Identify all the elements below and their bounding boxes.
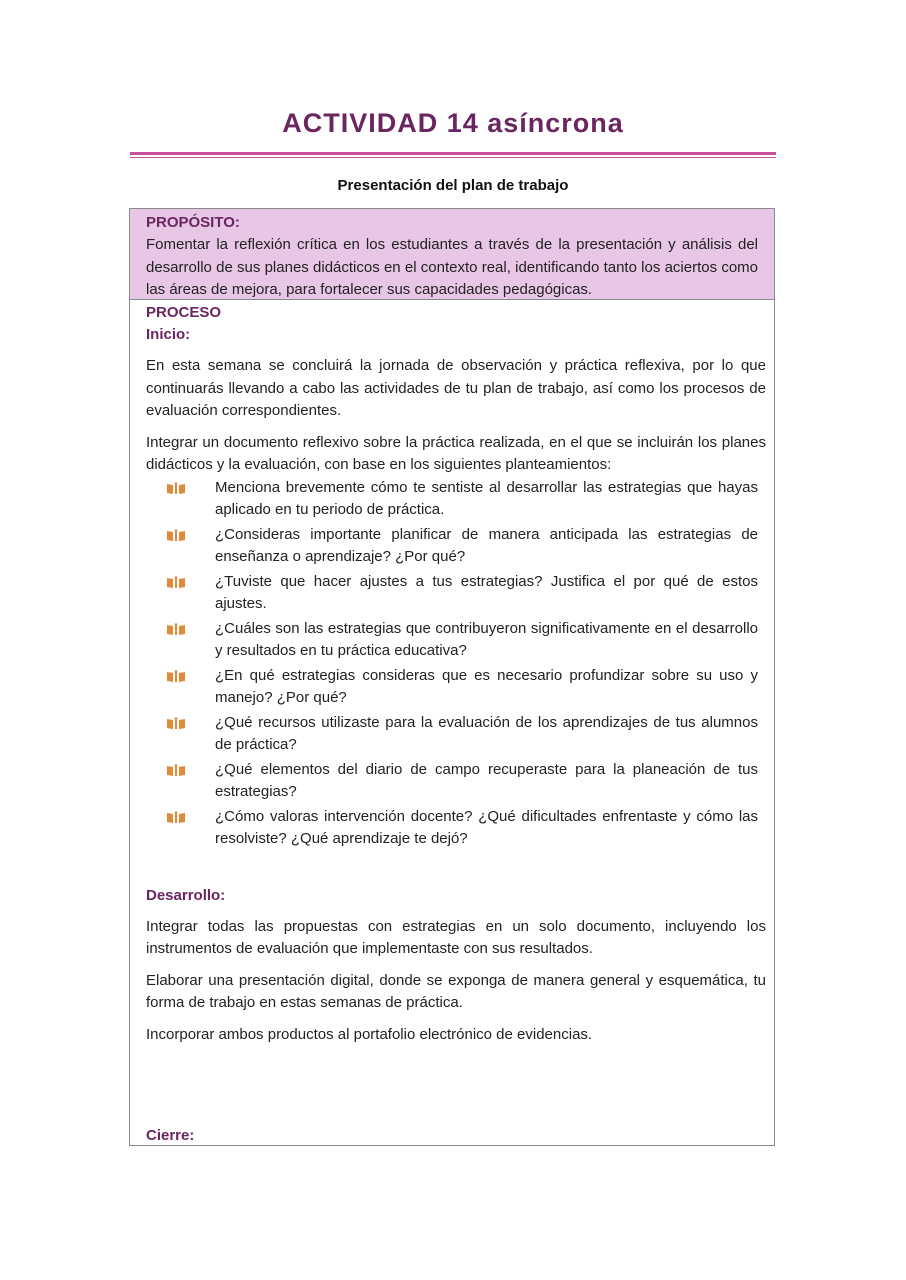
book-reading-icon	[166, 480, 186, 493]
activity-table	[129, 208, 775, 1146]
book-reading-icon	[166, 668, 186, 681]
list-item	[146, 665, 766, 710]
page-subtitle: Presentación del plan de trabajo	[337, 177, 569, 194]
inicio-label: Inicio:	[146, 326, 191, 343]
desarrollo-paragraph-1: Integrar todas las propuestas con estrategias en un solo documento, incluyendo los instrumentos de evaluación que implementaste con sus resultados.	[146, 917, 766, 957]
inicio-paragraph-2: Integrar un documento reflexivo sobre la práctica realizada, en el que se incluirán los planes didácticos y la evaluación, con base en los siguientes planteamientos:	[146, 433, 766, 473]
desarrollo-paragraph-3: Incorporar ambos productos al portafolio electrónico de evidencias.	[146, 1025, 593, 1043]
cierre-label: Cierre:	[146, 1127, 195, 1144]
page-title: ACTIVIDAD 14 asíncrona	[282, 108, 624, 138]
process-label: PROCESO	[146, 304, 222, 321]
desarrollo-paragraph-2: Elaborar una presentación digital, donde se exponga de manera general y esquemática, tu forma de trabajo en estas semanas de práctica.	[146, 971, 766, 1011]
list-item	[146, 806, 766, 851]
process-section	[130, 300, 774, 1144]
inicio-paragraph-1: En esta semana se concluirá la jornada de observación y práctica reflexiva, por lo que continuarás llevando a cabo las actividades de tu plan de trabajo, así como los procesos de evaluación correspondientes.	[146, 357, 766, 419]
question-text: ¿Tuviste que hacer ajustes a tus estrategias? Justifica el por qué de estos ajustes.	[215, 572, 758, 612]
title-divider	[130, 152, 776, 155]
list-item	[146, 477, 766, 522]
question-text: ¿Cómo valoras intervención docente? ¿Qué dificultades enfrentaste y cómo las resolviste? ¿Qué aprendizaje te dejó?	[215, 807, 758, 847]
book-reading-icon	[166, 621, 186, 634]
list-item	[146, 618, 766, 663]
question-list	[146, 477, 766, 851]
book-reading-icon	[166, 527, 186, 540]
purpose-label: PROPÓSITO:	[146, 214, 240, 231]
list-item	[146, 524, 766, 569]
question-text: ¿Consideras importante planificar de manera anticipada las estrategias de enseñanza o aprendizaje? ¿Por qué?	[215, 525, 758, 565]
question-text: ¿En qué estrategias consideras que es necesario profundizar sobre su uso y manejo? ¿Por qué?	[215, 666, 758, 706]
question-text: ¿Cuáles son las estrategias que contribuyeron significativamente en el desarrollo y resultados en tu práctica educativa?	[215, 619, 758, 659]
question-text: Menciona brevemente cómo te sentiste al desarrollar las estrategias que hayas aplicado en tu periodo de práctica.	[215, 478, 758, 518]
question-text: ¿Qué elementos del diario de campo recuperaste para la planeación de tus estrategias?	[215, 760, 758, 800]
book-reading-icon	[166, 574, 186, 587]
book-reading-icon	[166, 809, 186, 822]
book-reading-icon	[166, 762, 186, 775]
desarrollo-label: Desarrollo:	[146, 886, 226, 904]
purpose-section	[130, 209, 774, 300]
list-item	[146, 759, 766, 804]
purpose-text: Fomentar la reflexión crítica en los estudiantes a través de la presentación y análisis del desarrollo de sus planes didácticos en el contexto real, identificando tanto los aciertos como las áreas de mejora, para fortalecer sus capacidades pedagógicas.	[146, 236, 758, 298]
list-item	[146, 712, 766, 757]
title-divider-thin	[130, 157, 776, 158]
list-item	[146, 571, 766, 616]
book-reading-icon	[166, 715, 186, 728]
question-text: ¿Qué recursos utilizaste para la evaluación de los aprendizajes de tus alumnos de práctica?	[215, 713, 758, 753]
spacer	[146, 853, 766, 875]
